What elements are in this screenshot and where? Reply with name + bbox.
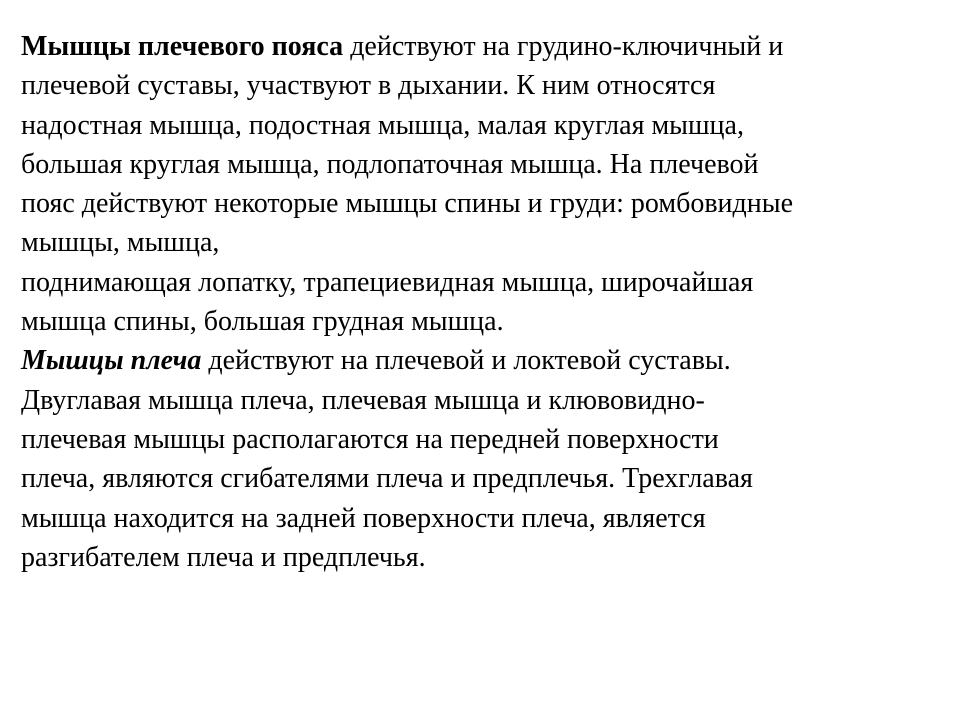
paragraph-line: плечевая мышцы располагаются на передней поверхности	[21, 423, 719, 455]
paragraph-line: разгибателем плеча и предплечья.	[21, 541, 426, 573]
shoulder-girdle-term: Мышцы плечевого пояса	[21, 31, 344, 62]
paragraph-line: поднимающая лопатку, трапециевидная мышца, широчайшая	[21, 266, 754, 298]
paragraph-text: действуют на грудино-ключичный и	[343, 31, 784, 62]
paragraph-line: мышцы, мышца,	[21, 227, 220, 259]
paragraph-line: пояс действуют некоторые мышцы спины и груди: ромбовидные	[21, 188, 793, 220]
paragraph-line	[21, 341, 941, 380]
paragraph-line: Двуглавая мышца плеча, плечевая мышца и клювовидно-	[21, 384, 705, 416]
paragraph-line: мышца находится на задней поверхности плеча, является	[21, 502, 706, 534]
text-block	[21, 27, 941, 577]
paragraph-text: действуют на плечевой и локтевой суставы.	[201, 345, 731, 377]
upper-arm-term: Мышцы плеча	[21, 345, 202, 377]
shoulder-girdle-paragraph	[21, 27, 941, 341]
paragraph-line: надостная мышца, подостная мышца, малая круглая мышца,	[21, 109, 744, 141]
upper-arm-paragraph	[21, 341, 941, 577]
paragraph-line: мышца спины, большая грудная мышца.	[21, 306, 504, 338]
paragraph-line: плеча, являются сгибателями плеча и предплечья. Трехглавая	[21, 463, 753, 495]
paragraph-line	[21, 27, 941, 66]
paragraph-line: плечевой суставы, участвуют в дыхании. К ним относятся	[21, 70, 716, 102]
paragraph-line: большая круглая мышца, подлопаточная мышца. На плечевой	[21, 148, 759, 180]
